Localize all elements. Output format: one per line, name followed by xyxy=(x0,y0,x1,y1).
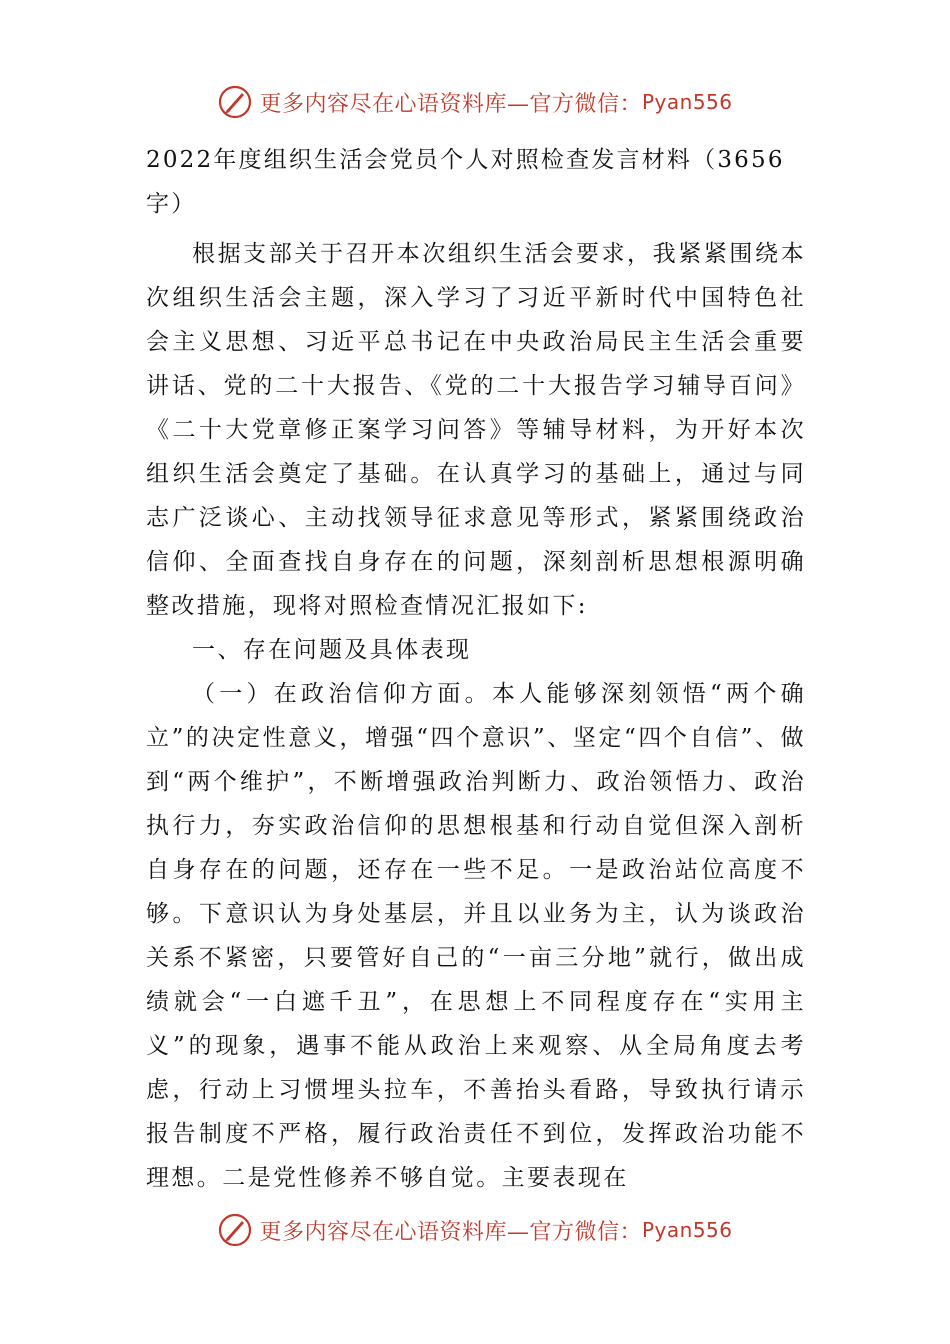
quill-logo-icon xyxy=(217,84,253,120)
quill-logo-icon xyxy=(217,1212,253,1248)
watermark-header xyxy=(0,82,950,122)
paragraph-political-belief: （一）在政治信仰方面。本人能够深刻领悟“两个确立”的决定性意义，增强“四个意识”、坚定“四个自信”、做到“两个维护”，不断增强政治判断力、政治领悟力、政治执行力，夯实政治信仰的思想根基和行动自觉但深入剖析自身存在的问题，还存在一些不足。一是政治站位高度不够。下意识认为身处基层，并且以业务为主，认为谈政治关系不紧密，只要管好自己的“一亩三分地”就行，做出成绩就会“一白遮千丑”，在思想上不同程度存在“实用主义”的现象，遇事不能从政治上来观察、从全局角度去考虑，行动上习惯埋头拉车，不善抬头看路，导致执行请示报告制度不严格，履行政治责任不到位，发挥政治功能不理想。二是党性修养不够自觉。主要表现在 xyxy=(146,681,806,1191)
document-body xyxy=(146,138,806,1200)
watermark-text: 更多内容尽在心语资料库—官方微信： xyxy=(259,1219,642,1245)
watermark-wechat-id: Pyan556 xyxy=(642,90,733,114)
document-title: 2022年度组织生活会党员个人对照检查发言材料（3656字） xyxy=(146,147,785,217)
section-heading: 一、存在问题及具体表现 xyxy=(192,637,472,663)
paragraph-intro: 根据支部关于召开本次组织生活会要求，我紧紧围绕本次组织生活会主题，深入学习了习近平新时代中国特色社会主义思想、习近平总书记在中央政治局民主生活会重要讲话、党的二十大报告、《党的二十大报告学习辅导百问》《二十大党章修正案学习问答》等辅导材料，为开好本次组织生活会奠定了基础。在认真学习的基础上，通过与同志广泛谈心、主动找领导征求意见等形式，紧紧围绕政治信仰、全面查找自身存在的问题，深刻剖析思想根源明确整改措施，现将对照检查情况汇报如下: xyxy=(146,241,806,619)
watermark-wechat-id: Pyan556 xyxy=(642,1218,733,1242)
watermark-text: 更多内容尽在心语资料库—官方微信： xyxy=(259,91,642,117)
watermark-footer xyxy=(0,1210,950,1250)
